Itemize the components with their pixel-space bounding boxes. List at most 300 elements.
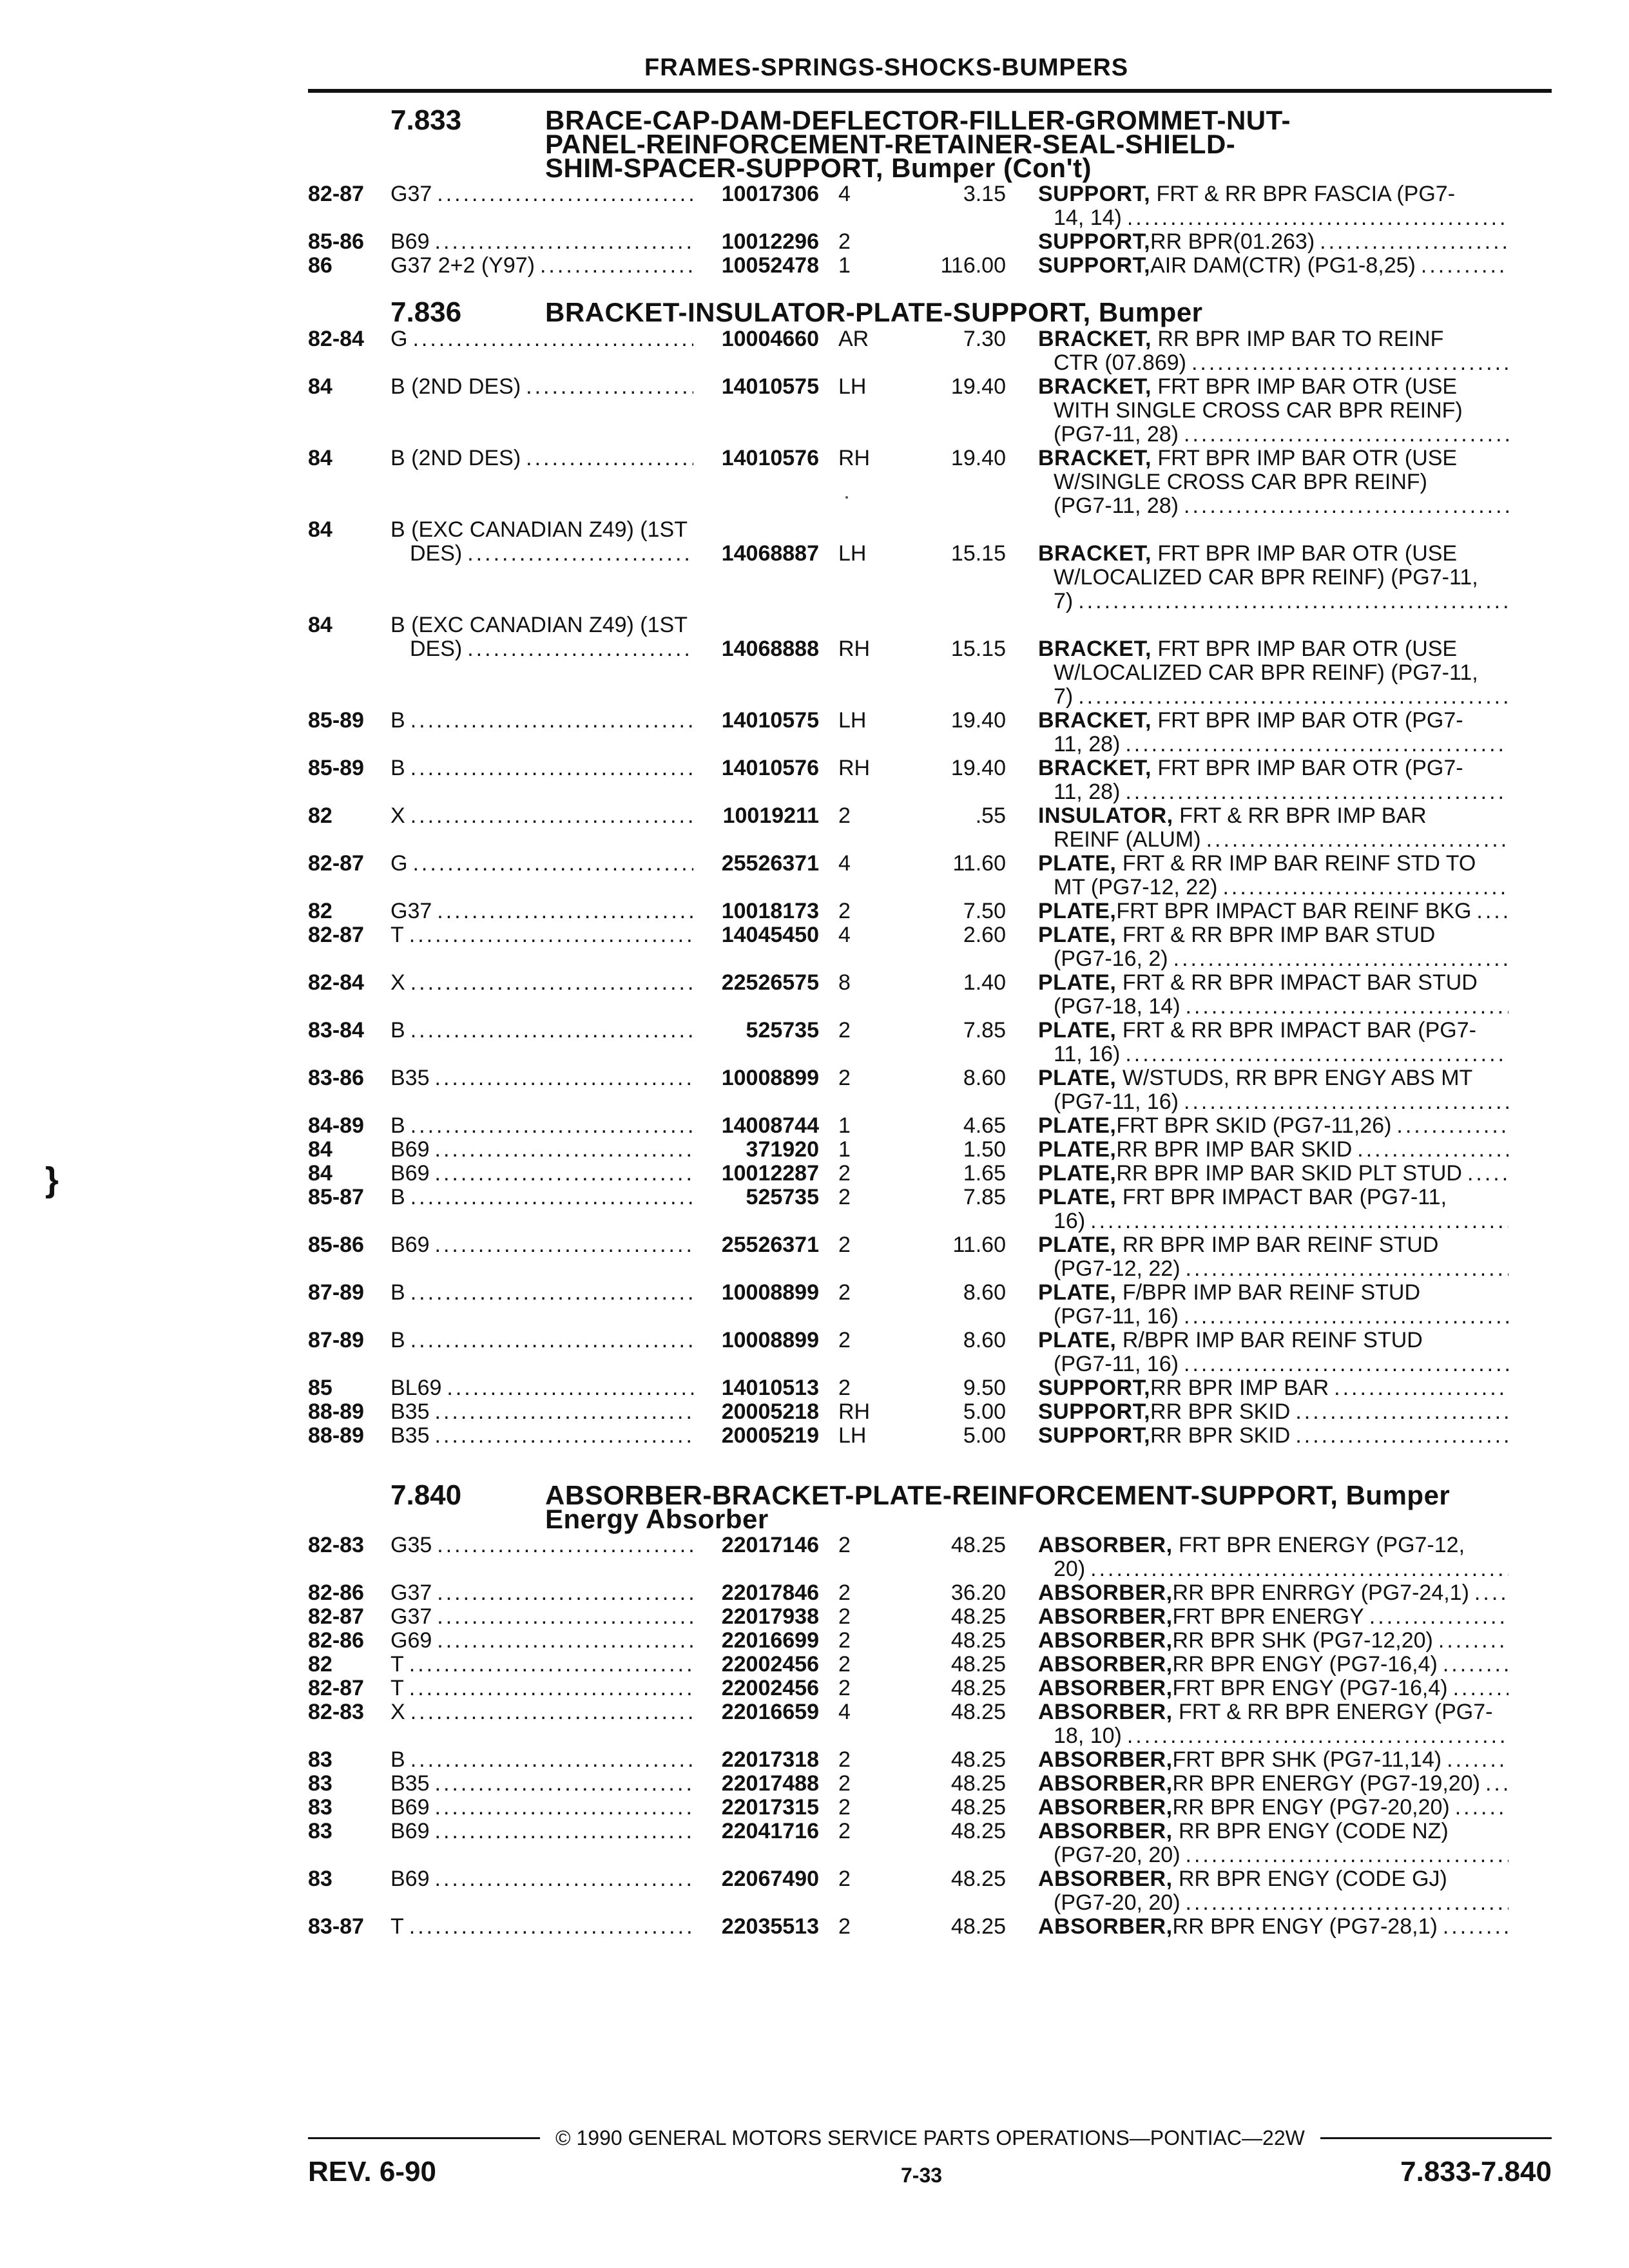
- model-cell: [390, 1114, 693, 1138]
- table-row: [308, 709, 1558, 756]
- table-row: [308, 1772, 1558, 1796]
- description-cell: [1038, 1867, 1509, 1915]
- model-line: [390, 1138, 693, 1162]
- description-text: FRT BPR ENGY (PG7-16,4): [1172, 1676, 1448, 1700]
- model-line: [390, 1796, 693, 1820]
- description-noun: PLATE,: [1038, 923, 1117, 947]
- model-line: [390, 804, 693, 828]
- quantity-cell: 2: [838, 1676, 851, 1700]
- model-text: G37: [390, 1581, 432, 1605]
- dot-leader: [1127, 206, 1509, 230]
- quantity-cell: 2: [838, 1233, 851, 1257]
- dot-leader: [435, 1772, 694, 1796]
- year-cell: 82-83: [308, 1700, 364, 1724]
- description-cell: [1038, 1400, 1509, 1424]
- model-text: B35: [390, 1424, 430, 1448]
- description-text: F/BPR IMP BAR REINF STUD: [1122, 1280, 1421, 1305]
- model-cell: [390, 1700, 693, 1724]
- quantity-cell: RH: [838, 1399, 871, 1424]
- model-line: [390, 1915, 693, 1939]
- part-number-cell: 14008744: [721, 1113, 819, 1138]
- description-cell: [1038, 1915, 1509, 1939]
- description-line: [1038, 637, 1509, 661]
- description-line: [1038, 566, 1509, 590]
- description-line: [1038, 1305, 1509, 1329]
- part-number-cell: 25526371: [721, 1233, 819, 1257]
- description-cell: [1038, 1066, 1509, 1114]
- description-line: [1038, 470, 1509, 494]
- description-cell: [1038, 1677, 1509, 1700]
- part-number-cell: 22016699: [721, 1628, 819, 1653]
- description-cell: [1038, 327, 1509, 375]
- description-cell: [1038, 1748, 1509, 1772]
- description-text: AIR DAM(CTR) (PG1-8,25): [1150, 253, 1416, 278]
- year-cell: 85-86: [308, 229, 364, 254]
- part-number-cell: 22002456: [721, 1676, 819, 1700]
- description-text: FRT & RR IMP BAR REINF STD TO: [1122, 851, 1476, 876]
- year-cell: 82-87: [308, 1676, 364, 1700]
- model-cell: [390, 230, 693, 254]
- description-cell: [1038, 1138, 1509, 1162]
- year-cell: 87-89: [308, 1328, 364, 1352]
- table-row: [308, 1915, 1558, 1939]
- model-text: G35: [390, 1533, 432, 1557]
- quantity-cell: 8: [838, 970, 851, 995]
- model-cell: [390, 1533, 693, 1557]
- description-line: [1038, 756, 1509, 780]
- year-cell: 83: [308, 1771, 333, 1796]
- year-cell: 88-89: [308, 1423, 364, 1448]
- description-text: R/BPR IMP BAR REINF STUD: [1122, 1328, 1423, 1352]
- price-cell: 4.65: [963, 1113, 1006, 1138]
- quantity-cell: 2: [838, 1747, 851, 1772]
- year-cell: 87-89: [308, 1280, 364, 1305]
- dot-leader: [410, 804, 693, 828]
- model-line: [390, 1019, 693, 1043]
- year-cell: 82-86: [308, 1628, 364, 1653]
- table-row: [308, 1533, 1558, 1581]
- dot-leader: [410, 1700, 693, 1724]
- price-cell: 7.85: [963, 1018, 1006, 1043]
- table-row: [308, 1066, 1558, 1114]
- description-text: CTR (07.869): [1054, 351, 1186, 375]
- price-cell: 7.85: [963, 1185, 1006, 1209]
- price-cell: 19.40: [950, 756, 1006, 780]
- model-text: T: [390, 1653, 404, 1677]
- description-line: [1038, 1629, 1509, 1653]
- description-line: [1038, 1557, 1509, 1581]
- part-number-cell: 14010513: [721, 1376, 819, 1400]
- year-cell: 84: [308, 517, 333, 542]
- part-number-cell: 22017315: [721, 1795, 819, 1820]
- table-row: [308, 1748, 1558, 1772]
- part-number-cell: 14010575: [721, 374, 819, 399]
- model-line: [390, 1233, 693, 1257]
- price-cell: 1.50: [963, 1137, 1006, 1162]
- quantity-cell: RH: [838, 446, 871, 470]
- table-row: [308, 1114, 1558, 1138]
- price-cell: 8.60: [963, 1328, 1006, 1352]
- quantity-cell: 2: [838, 1280, 851, 1305]
- description-line: [1038, 1915, 1509, 1939]
- dot-leader: [1295, 1424, 1509, 1448]
- dot-leader: [1173, 947, 1509, 971]
- model-text: G37: [390, 899, 432, 923]
- price-cell: 48.25: [950, 1533, 1006, 1557]
- model-text: B69: [390, 1138, 430, 1162]
- part-number-cell: 20005218: [721, 1399, 819, 1424]
- description-line: [1038, 1700, 1509, 1724]
- price-cell: 5.00: [963, 1399, 1006, 1424]
- parts-list: [308, 1533, 1558, 1939]
- model-cell: [390, 1281, 693, 1305]
- description-text: RR BPR ENGY (PG7-16,4): [1172, 1652, 1438, 1677]
- year-cell: 83-87: [308, 1914, 364, 1939]
- description-line: [1038, 733, 1509, 756]
- table-row: [308, 1700, 1558, 1748]
- quantity-cell: 2: [838, 1771, 851, 1796]
- description-line: [1038, 780, 1509, 804]
- dot-leader: [435, 1138, 694, 1162]
- model-cell: [390, 1329, 693, 1352]
- description-line: [1038, 1772, 1509, 1796]
- description-text: W/LOCALIZED CAR BPR REINF) (PG7-11,: [1054, 565, 1478, 590]
- dot-leader: [1090, 1557, 1509, 1581]
- footer-copyright: [308, 2126, 1552, 2150]
- margin-mark: }: [45, 1160, 59, 1199]
- description-line: [1038, 1867, 1509, 1891]
- parts-list: [308, 327, 1558, 1448]
- quantity-cell: 4: [838, 182, 851, 206]
- quantity-cell: 2: [838, 1328, 851, 1352]
- model-line: [390, 899, 693, 923]
- section-number: 7.840: [390, 1479, 462, 1511]
- description-line: [1038, 1724, 1509, 1748]
- dot-leader: [1485, 1772, 1509, 1796]
- year-cell: 84: [308, 613, 333, 637]
- description-text: W/LOCALIZED CAR BPR REINF) (PG7-11,: [1054, 660, 1478, 685]
- section-title: [545, 105, 1550, 183]
- part-number-cell: 22017146: [721, 1533, 819, 1557]
- description-noun: PLATE,: [1038, 1280, 1117, 1305]
- model-text: B: [390, 1748, 405, 1772]
- model-text: BL69: [390, 1376, 442, 1400]
- description-text: RR BPR ENGY (CODE NZ): [1178, 1819, 1449, 1843]
- price-cell: 15.15: [950, 637, 1006, 661]
- description-cell: [1038, 182, 1509, 230]
- description-noun: PLATE,: [1038, 899, 1117, 923]
- model-cell: [390, 1677, 693, 1700]
- part-number-cell: 10008899: [721, 1328, 819, 1352]
- model-line: [390, 637, 693, 661]
- quantity-cell: 2: [838, 803, 851, 828]
- description-cell: [1038, 542, 1509, 613]
- table-row: [308, 1329, 1558, 1376]
- dot-leader: [435, 1820, 694, 1843]
- row-values: [693, 637, 1509, 709]
- quantity-cell: RH: [838, 637, 871, 661]
- model-text: B35: [390, 1400, 430, 1424]
- model-line: [390, 447, 693, 470]
- dot-leader: [410, 1281, 693, 1305]
- price-cell: 5.00: [963, 1423, 1006, 1448]
- description-line: [1038, 1019, 1509, 1043]
- description-line: [1038, 709, 1509, 733]
- dot-leader: [1186, 1843, 1509, 1867]
- part-number-cell: 14010575: [721, 708, 819, 733]
- dot-leader: [409, 1653, 693, 1677]
- model-line: [390, 1772, 693, 1796]
- dot-leader: [1078, 590, 1509, 613]
- description-text: FRT & RR BPR IMP BAR: [1179, 803, 1427, 828]
- description-noun: BRACKET,: [1038, 446, 1152, 470]
- section-number: 7.833: [390, 104, 462, 136]
- model-text: B (EXC CANADIAN Z49) (1ST: [390, 613, 688, 637]
- section-title-line: PANEL-REINFORCEMENT-RETAINER-SEAL-SHIELD-: [545, 129, 1236, 159]
- footer: [308, 2156, 1552, 2195]
- dot-leader: [1295, 1400, 1509, 1424]
- table-row: [308, 447, 1558, 518]
- description-text: FRT & RR BPR ENERGY (PG7-: [1178, 1700, 1493, 1724]
- section-title-line: BRACE-CAP-DAM-DEFLECTOR-FILLER-GROMMET-NUT-: [545, 105, 1291, 135]
- part-number-cell: 22035513: [721, 1914, 819, 1939]
- price-cell: 48.25: [950, 1914, 1006, 1939]
- part-number-cell: 22017938: [721, 1604, 819, 1629]
- description-text: 20): [1054, 1557, 1086, 1581]
- quantity-cell: 2: [838, 1914, 851, 1939]
- price-cell: .55: [975, 803, 1006, 828]
- table-row: [308, 804, 1558, 852]
- description-text: RR BPR ENERGY (PG7-19,20): [1172, 1771, 1480, 1796]
- model-text: T: [390, 1677, 404, 1700]
- year-cell: 85-86: [308, 1233, 364, 1257]
- dot-leader: [1476, 899, 1509, 923]
- year-cell: 86: [308, 253, 333, 278]
- part-number-cell: 10017306: [721, 182, 819, 206]
- dot-leader: [409, 1677, 693, 1700]
- description-noun: PLATE,: [1038, 1113, 1117, 1138]
- description-line: [1038, 423, 1509, 447]
- part-number-cell: 371920: [746, 1137, 819, 1162]
- dot-leader: [437, 1533, 693, 1557]
- description-text: FRT BPR IMP BAR OTR (USE: [1157, 637, 1458, 661]
- description-line: [1038, 1843, 1509, 1867]
- year-cell: 83: [308, 1867, 333, 1891]
- quantity-cell: LH: [838, 1423, 867, 1448]
- description-line: [1038, 375, 1509, 399]
- description-text: 11, 28): [1054, 780, 1121, 804]
- part-number-cell: 10052478: [721, 253, 819, 278]
- part-number-cell: 22067490: [721, 1867, 819, 1891]
- description-noun: ABSORBER,: [1038, 1914, 1173, 1939]
- model-line: [390, 1867, 693, 1891]
- dot-leader: [410, 1329, 693, 1352]
- model-text: B35: [390, 1772, 430, 1796]
- dot-leader: [1474, 1581, 1509, 1605]
- dot-leader: [410, 1748, 693, 1772]
- part-number-cell: 525735: [746, 1018, 819, 1043]
- table-row: [308, 1653, 1558, 1677]
- description-cell: [1038, 1820, 1509, 1867]
- price-cell: 48.25: [950, 1676, 1006, 1700]
- model-line: [390, 1281, 693, 1305]
- model-text: B: [390, 1186, 405, 1209]
- model-cell: [390, 923, 693, 947]
- description-cell: [1038, 1162, 1509, 1186]
- description-text: RR BPR SKID: [1150, 1423, 1291, 1448]
- quantity-cell: LH: [838, 541, 867, 566]
- model-line: [390, 1400, 693, 1424]
- description-line: [1038, 230, 1509, 254]
- description-line: [1038, 923, 1509, 947]
- quantity-cell: 2: [838, 1628, 851, 1653]
- description-text: RR BPR SKID: [1150, 1399, 1291, 1424]
- description-text: 16): [1054, 1209, 1086, 1233]
- description-line: [1038, 876, 1509, 899]
- description-text: (PG7-11, 16): [1054, 1352, 1179, 1376]
- model-cell: [390, 1400, 693, 1424]
- model-text: T: [390, 1915, 404, 1939]
- model-cell: [390, 1376, 693, 1400]
- dot-leader: [1184, 423, 1509, 447]
- model-cell: [390, 1233, 693, 1257]
- description-line: [1038, 206, 1509, 230]
- description-text: FRT & RR BPR FASCIA (PG7-: [1156, 182, 1456, 206]
- quantity-cell: 2: [838, 1652, 851, 1677]
- year-cell: 82-87: [308, 1604, 364, 1629]
- dot-leader: [1447, 1748, 1509, 1772]
- year-cell: 82-86: [308, 1581, 364, 1605]
- description-text: FRT BPR SHK (PG7-11,14): [1172, 1747, 1442, 1772]
- dot-leader: [1438, 1629, 1509, 1653]
- part-number-cell: 22017318: [721, 1747, 819, 1772]
- description-cell: [1038, 1796, 1509, 1820]
- model-cell: [390, 613, 693, 661]
- description-cell: [1038, 1376, 1509, 1400]
- part-number-cell: 22016659: [721, 1700, 819, 1724]
- description-noun: BRACKET,: [1038, 327, 1152, 351]
- page-title: FRAMES-SPRINGS-SHOCKS-BUMPERS: [644, 54, 1129, 81]
- model-text: G: [390, 327, 408, 351]
- description-cell: [1038, 1233, 1509, 1281]
- quantity-cell: RH: [838, 756, 871, 780]
- dot-leader: [1320, 230, 1509, 254]
- dot-leader: [1186, 1257, 1509, 1281]
- description-noun: BRACKET,: [1038, 541, 1152, 566]
- description-line: [1038, 947, 1509, 971]
- description-text: RR BPR ENGY (PG7-28,1): [1172, 1914, 1438, 1939]
- table-row: [308, 756, 1558, 804]
- dot-leader: [1334, 1376, 1509, 1400]
- description-text: FRT BPR IMP BAR OTR (PG7-: [1157, 756, 1463, 780]
- description-noun: ABSORBER,: [1038, 1581, 1173, 1605]
- part-number-cell: 22041716: [721, 1819, 819, 1843]
- revision-label: REV. 6-90: [308, 2156, 436, 2187]
- model-line: [390, 1629, 693, 1653]
- quantity-cell: 4: [838, 1700, 851, 1724]
- table-row: [308, 971, 1558, 1019]
- quantity-cell: 4: [838, 851, 851, 876]
- model-cell: [390, 1915, 693, 1939]
- section-title-line: BRACKET-INSULATOR-PLATE-SUPPORT, Bumper: [545, 297, 1203, 327]
- model-cell: [390, 1796, 693, 1820]
- year-cell: 85: [308, 1376, 333, 1400]
- part-number-cell: 10018173: [721, 899, 819, 923]
- description-noun: ABSORBER,: [1038, 1795, 1173, 1820]
- part-number-cell: 14068887: [721, 541, 819, 566]
- description-cell: [1038, 230, 1509, 254]
- description-line: [1038, 182, 1509, 206]
- description-cell: [1038, 1424, 1509, 1448]
- dot-leader: [410, 971, 693, 995]
- model-line: [390, 1424, 693, 1448]
- description-noun: PLATE,: [1038, 1328, 1117, 1352]
- description-text: (PG7-12, 22): [1054, 1256, 1181, 1281]
- description-noun: ABSORBER,: [1038, 1676, 1173, 1700]
- part-number-cell: 14010576: [721, 756, 819, 780]
- table-row: [308, 1233, 1558, 1281]
- part-number-cell: 14045450: [721, 923, 819, 947]
- description-cell: [1038, 1653, 1509, 1677]
- year-cell: 83: [308, 1795, 333, 1820]
- description-line: [1038, 399, 1509, 423]
- part-number-cell: 14010576: [721, 446, 819, 470]
- description-line: [1038, 1281, 1509, 1305]
- description-noun: SUPPORT,: [1038, 182, 1151, 206]
- section-title-line: Energy Absorber: [545, 1504, 769, 1534]
- table-row: [308, 1186, 1558, 1233]
- description-text: (PG7-20, 20): [1054, 1843, 1181, 1867]
- table-row: [308, 327, 1558, 375]
- dot-leader: [1125, 1043, 1509, 1066]
- part-number-cell: 22002456: [721, 1652, 819, 1677]
- price-cell: 1.40: [963, 970, 1006, 995]
- dot-leader: [437, 182, 693, 206]
- description-noun: BRACKET,: [1038, 708, 1152, 733]
- description-text: FRT BPR IMP BAR OTR (USE: [1157, 541, 1458, 566]
- dot-leader: [1222, 876, 1509, 899]
- year-cell: 82-84: [308, 327, 364, 351]
- description-cell: [1038, 1533, 1509, 1581]
- description-line: [1038, 1533, 1509, 1557]
- price-cell: 116.00: [940, 253, 1006, 278]
- dot-leader: [1357, 1138, 1509, 1162]
- description-cell: [1038, 1605, 1509, 1629]
- dot-leader: [1421, 254, 1509, 278]
- model-cell: [390, 756, 693, 780]
- description-text: (PG7-11, 16): [1054, 1304, 1179, 1329]
- dot-leader: [1206, 828, 1509, 852]
- description-cell: [1038, 1329, 1509, 1376]
- description-noun: PLATE,: [1038, 1233, 1117, 1257]
- table-row: [308, 375, 1558, 447]
- model-text: B69: [390, 1820, 430, 1843]
- description-cell: [1038, 1019, 1509, 1066]
- model-text: B69: [390, 1162, 430, 1186]
- dot-leader: [409, 923, 693, 947]
- table-row: [308, 1677, 1558, 1700]
- dot-leader: [410, 1186, 693, 1209]
- description-line: [1038, 899, 1509, 923]
- description-text: FRT BPR ENERGY (PG7-12,: [1178, 1533, 1465, 1557]
- price-cell: 1.65: [963, 1161, 1006, 1186]
- model-line: [390, 1605, 693, 1629]
- description-cell: [1038, 852, 1509, 899]
- model-text: B: [390, 1281, 405, 1305]
- model-text: B (2ND DES): [390, 375, 521, 399]
- model-text: T: [390, 923, 404, 947]
- description-text: FRT & RR BPR IMP BAR STUD: [1122, 923, 1436, 947]
